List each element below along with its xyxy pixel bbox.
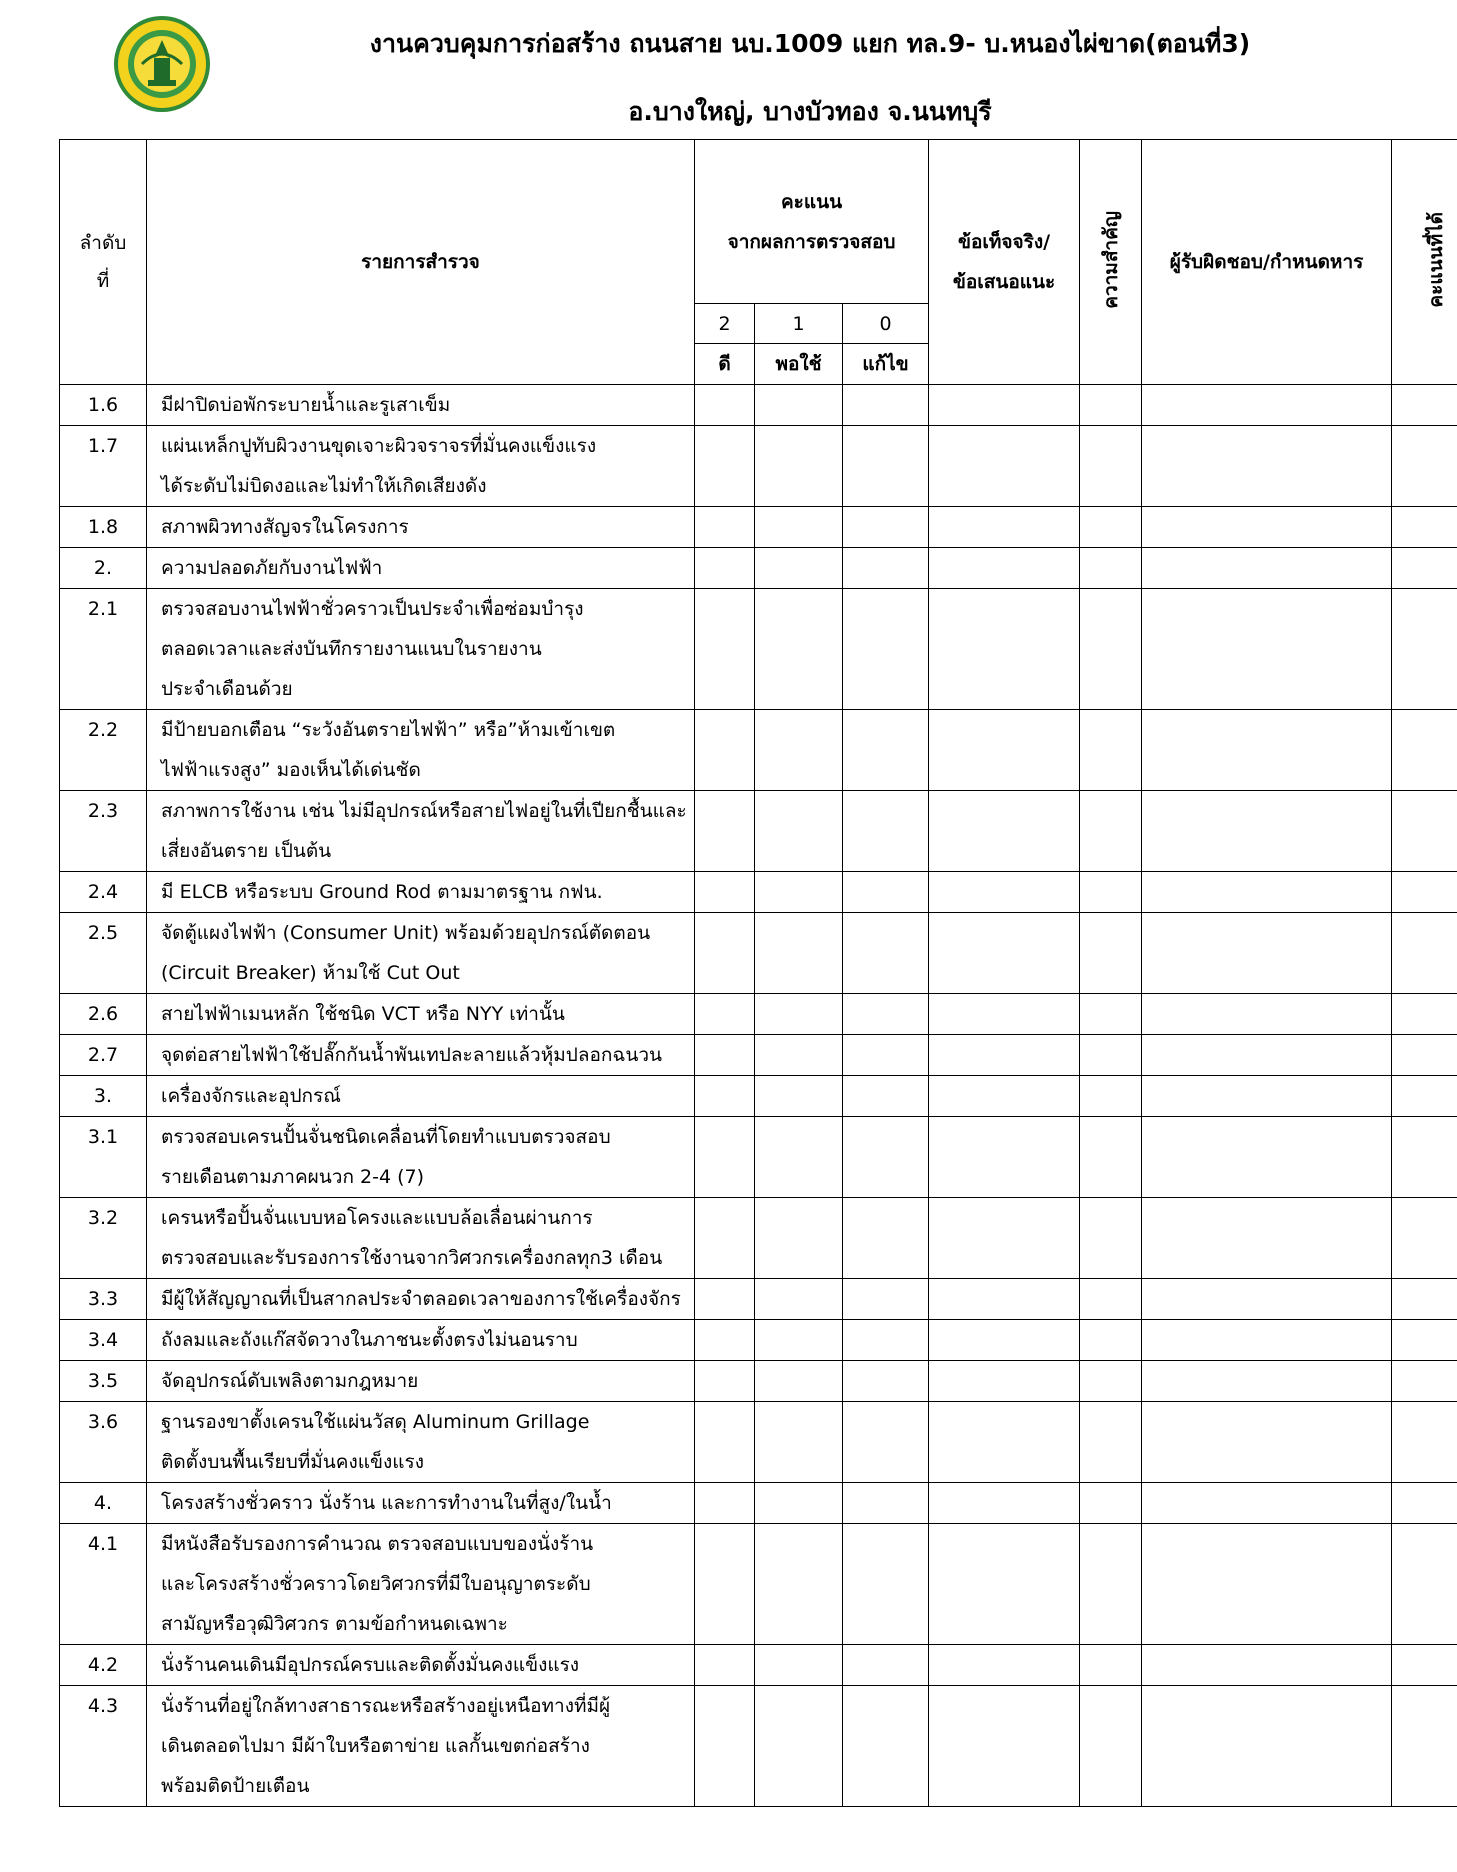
score-good-cell[interactable]	[695, 994, 755, 1035]
row-number: 1.6	[60, 385, 147, 426]
row-number: 3.1	[60, 1117, 147, 1198]
row-number: 2.6	[60, 994, 147, 1035]
importance-cell[interactable]	[1080, 1035, 1142, 1076]
row-item	[147, 548, 695, 589]
row-number: 4.2	[60, 1645, 147, 1686]
row-item	[147, 710, 695, 791]
score-label-good: ดี	[695, 344, 755, 385]
table-row	[60, 426, 1457, 507]
facts-cell[interactable]	[929, 385, 1080, 426]
row-item-line: นั่งร้านที่อยู่ใกล้ทางสาธารณะหรือสร้างอยู่เหนือทางที่มีผู้	[161, 1695, 611, 1717]
row-item-line: แผ่นเหล็กปูทับผิวงานขุดเจาะผิวจราจรที่มั่นคงแข็งแรง	[161, 435, 597, 457]
score-fix-cell[interactable]	[843, 1076, 929, 1117]
row-number: 2.2	[60, 710, 147, 791]
score-good-cell[interactable]	[695, 791, 755, 872]
importance-cell[interactable]	[1080, 1361, 1142, 1402]
row-number: 1.8	[60, 507, 147, 548]
survey-table	[59, 139, 1457, 1807]
facts-cell[interactable]	[929, 872, 1080, 913]
row-item-line: มีฝาปิดบ่อพักระบายน้ำและรูเสาเข็ม	[161, 394, 451, 416]
row-item-line: ตรวจสอบเครนปั้นจั่นชนิดเคลื่อนที่โดยทำแบบตรวจสอบ	[161, 1126, 611, 1148]
header-item: รายการสำรวจ	[147, 140, 695, 385]
table-row	[60, 1686, 1457, 1807]
score-label-fair: พอใช้	[755, 344, 843, 385]
score-fair-cell[interactable]	[755, 710, 843, 791]
responsible-cell[interactable]	[1142, 1117, 1392, 1198]
row-item-line: มีผู้ให้สัญญาณที่เป็นสากลประจำตลอดเวลาของการใช้เครื่องจักร	[161, 1288, 681, 1310]
score-fix-cell[interactable]	[843, 1686, 929, 1807]
facts-cell[interactable]	[929, 1483, 1080, 1524]
importance-cell[interactable]	[1080, 548, 1142, 589]
facts-cell[interactable]	[929, 710, 1080, 791]
score-fair-cell[interactable]	[755, 913, 843, 994]
score-obtained-cell[interactable]	[1392, 1076, 1457, 1117]
table-row	[60, 589, 1457, 710]
facts-cell[interactable]	[929, 548, 1080, 589]
facts-cell[interactable]	[929, 1524, 1080, 1645]
header-facts	[929, 140, 1080, 385]
table-row	[60, 1483, 1457, 1524]
row-number: 2.5	[60, 913, 147, 994]
table-row	[60, 1524, 1457, 1645]
facts-cell[interactable]	[929, 994, 1080, 1035]
row-number: 2.4	[60, 872, 147, 913]
row-item-line: จุดต่อสายไฟฟ้าใช้ปลั๊กกันน้ำพันเทปละลายแล้วหุ้มปลอกฉนวน	[161, 1044, 662, 1066]
score-obtained-cell[interactable]	[1392, 710, 1457, 791]
score-fair-cell[interactable]	[755, 589, 843, 710]
facts-cell[interactable]	[929, 1361, 1080, 1402]
score-fair-cell[interactable]	[755, 1686, 843, 1807]
row-number: 3.3	[60, 1279, 147, 1320]
importance-cell[interactable]	[1080, 1076, 1142, 1117]
row-item-line: และโครงสร้างชั่วคราวโดยวิศวกรที่มีใบอนุญาตระดับ	[161, 1573, 591, 1595]
row-item-line: จัดตู้แผงไฟฟ้า (Consumer Unit) พร้อมด้วยอุปกรณ์ตัดตอน	[161, 922, 651, 944]
survey-table-body	[60, 385, 1457, 1807]
score-label-fix: แก้ไข	[843, 344, 929, 385]
row-item	[147, 1198, 695, 1279]
score-good-cell[interactable]	[695, 1117, 755, 1198]
row-item-line: ฐานรองขาตั้งเครนใช้แผ่นวัสดุ Aluminum Grillage	[161, 1411, 590, 1433]
row-item	[147, 872, 695, 913]
score-good-cell[interactable]	[695, 426, 755, 507]
score-good-cell[interactable]	[695, 385, 755, 426]
importance-cell[interactable]	[1080, 791, 1142, 872]
score-good-cell[interactable]	[695, 589, 755, 710]
header-score	[695, 140, 929, 304]
row-item	[147, 1361, 695, 1402]
score-good-cell[interactable]	[695, 710, 755, 791]
responsible-cell[interactable]	[1142, 589, 1392, 710]
score-value-fair: 1	[755, 304, 843, 344]
responsible-cell[interactable]	[1142, 1402, 1392, 1483]
responsible-cell[interactable]	[1142, 994, 1392, 1035]
score-fair-cell[interactable]	[755, 507, 843, 548]
table-row	[60, 791, 1457, 872]
table-row	[60, 507, 1457, 548]
header-responsible: ผู้รับผิดชอบ/กำหนดหาร	[1142, 140, 1392, 385]
row-item	[147, 507, 695, 548]
score-fix-cell[interactable]	[843, 1483, 929, 1524]
header-importance	[1080, 140, 1142, 385]
score-fix-cell[interactable]	[843, 385, 929, 426]
score-fair-cell[interactable]	[755, 426, 843, 507]
row-item-line: ติดตั้งบนพื้นเรียบที่มั่นคงแข็งแรง	[161, 1451, 425, 1473]
score-good-cell[interactable]	[695, 1279, 755, 1320]
score-obtained-cell[interactable]	[1392, 1035, 1457, 1076]
row-item-line: โครงสร้างชั่วคราว นั่งร้าน และการทำงานในที่สูง/ในน้ำ	[161, 1492, 612, 1514]
facts-cell[interactable]	[929, 1117, 1080, 1198]
score-good-cell[interactable]	[695, 548, 755, 589]
table-row	[60, 1035, 1457, 1076]
responsible-cell[interactable]	[1142, 426, 1392, 507]
score-obtained-cell[interactable]	[1392, 548, 1457, 589]
row-item-line: ไฟฟ้าแรงสูง” มองเห็นได้เด่นชัด	[161, 759, 421, 781]
score-fix-cell[interactable]	[843, 1320, 929, 1361]
row-number: 2.3	[60, 791, 147, 872]
row-item-line: มี ELCB หรือระบบ Ground Rod ตามมาตรฐาน กฟน.	[161, 881, 603, 903]
importance-cell[interactable]	[1080, 872, 1142, 913]
header-score-obtained-label: คะแนนที่ได้	[1424, 211, 1447, 308]
score-fair-cell[interactable]	[755, 385, 843, 426]
score-fair-cell[interactable]	[755, 1645, 843, 1686]
responsible-cell[interactable]	[1142, 1524, 1392, 1645]
responsible-cell[interactable]	[1142, 1279, 1392, 1320]
score-obtained-cell[interactable]	[1392, 426, 1457, 507]
row-item-line: มีป้ายบอกเตือน “ระวังอันตรายไฟฟ้า” หรือ”ห้ามเข้าเขต	[161, 719, 616, 741]
importance-cell[interactable]	[1080, 1686, 1142, 1807]
responsible-cell[interactable]	[1142, 1198, 1392, 1279]
score-value-good: 2	[695, 304, 755, 344]
score-good-cell[interactable]	[695, 1320, 755, 1361]
row-item	[147, 1645, 695, 1686]
score-fix-cell[interactable]	[843, 1198, 929, 1279]
facts-cell[interactable]	[929, 1320, 1080, 1361]
row-item-line: (Circuit Breaker) ห้ามใช้ Cut Out	[161, 962, 460, 984]
score-good-cell[interactable]	[695, 913, 755, 994]
score-good-cell[interactable]	[695, 1483, 755, 1524]
row-item	[147, 1279, 695, 1320]
department-logo-icon	[112, 14, 212, 114]
score-good-cell[interactable]	[695, 1645, 755, 1686]
header-importance-label: ความสำคัญ	[1099, 210, 1122, 309]
score-good-cell[interactable]	[695, 1076, 755, 1117]
row-item	[147, 1320, 695, 1361]
facts-cell[interactable]	[929, 1035, 1080, 1076]
header-score-line2: จากผลการตรวจสอบ	[727, 230, 896, 253]
score-obtained-cell[interactable]	[1392, 1279, 1457, 1320]
score-fix-cell[interactable]	[843, 1035, 929, 1076]
score-fair-cell[interactable]	[755, 872, 843, 913]
table-row	[60, 994, 1457, 1035]
row-item-line: เครื่องจักรและอุปกรณ์	[161, 1085, 341, 1107]
row-item-line: นั่งร้านคนเดินมีอุปกรณ์ครบและติดตั้งมั่นคงแข็งแรง	[161, 1654, 580, 1676]
score-good-cell[interactable]	[695, 1524, 755, 1645]
row-item	[147, 1117, 695, 1198]
score-obtained-cell[interactable]	[1392, 385, 1457, 426]
score-fix-cell[interactable]	[843, 1361, 929, 1402]
score-obtained-cell[interactable]	[1392, 1645, 1457, 1686]
row-number: 2.1	[60, 589, 147, 710]
importance-cell[interactable]	[1080, 994, 1142, 1035]
responsible-cell[interactable]	[1142, 385, 1392, 426]
row-item-line: ตรวจสอบและรับรองการใช้งานจากวิศวกรเครื่องกลทุก3 เดือน	[161, 1247, 663, 1269]
row-number: 2.	[60, 548, 147, 589]
score-fix-cell[interactable]	[843, 710, 929, 791]
table-row	[60, 710, 1457, 791]
importance-cell[interactable]	[1080, 1198, 1142, 1279]
document-title: งานควบคุมการก่อสร้าง ถนนสาย นบ.1009 แยก ทล.9- บ.หนองไผ่ขาด(ตอนที่3)	[369, 29, 1251, 58]
table-row	[60, 1279, 1457, 1320]
importance-cell[interactable]	[1080, 1524, 1142, 1645]
table-row	[60, 1320, 1457, 1361]
row-item-line: เสี่ยงอันตราย เป็นต้น	[161, 840, 332, 862]
score-fix-cell[interactable]	[843, 548, 929, 589]
table-row	[60, 913, 1457, 994]
responsible-cell[interactable]	[1142, 913, 1392, 994]
score-fix-cell[interactable]	[843, 507, 929, 548]
row-number: 2.7	[60, 1035, 147, 1076]
row-item	[147, 1035, 695, 1076]
header-no-label: ลำดับ ที่	[79, 232, 127, 292]
row-item-line: ถังลมและถังแก๊สจัดวางในภาชนะตั้งตรงไม่นอนราบ	[161, 1329, 578, 1351]
score-fix-cell[interactable]	[843, 1279, 929, 1320]
row-number: 4.3	[60, 1686, 147, 1807]
importance-cell[interactable]	[1080, 1279, 1142, 1320]
score-obtained-cell[interactable]	[1392, 1686, 1457, 1807]
score-fair-cell[interactable]	[755, 994, 843, 1035]
importance-cell[interactable]	[1080, 1483, 1142, 1524]
row-item-line: ตรวจสอบงานไฟฟ้าชั่วคราวเป็นประจำเพื่อซ่อมบำรุง	[161, 598, 584, 620]
document-header	[0, 0, 1457, 140]
score-fix-cell[interactable]	[843, 589, 929, 710]
score-fix-cell[interactable]	[843, 791, 929, 872]
header-score-obtained	[1392, 140, 1457, 385]
score-obtained-cell[interactable]	[1392, 872, 1457, 913]
importance-cell[interactable]	[1080, 710, 1142, 791]
table-row	[60, 1076, 1457, 1117]
row-item	[147, 994, 695, 1035]
header-score-line1: คะแนน	[780, 190, 843, 213]
score-fair-cell[interactable]	[755, 1524, 843, 1645]
responsible-cell[interactable]	[1142, 872, 1392, 913]
importance-cell[interactable]	[1080, 1402, 1142, 1483]
score-fair-cell[interactable]	[755, 1076, 843, 1117]
row-item	[147, 426, 695, 507]
facts-cell[interactable]	[929, 1279, 1080, 1320]
row-item	[147, 1076, 695, 1117]
table-row	[60, 548, 1457, 589]
score-good-cell[interactable]	[695, 1686, 755, 1807]
facts-cell[interactable]	[929, 589, 1080, 710]
header-facts-line2: ข้อเสนอแนะ	[952, 271, 1056, 293]
importance-cell[interactable]	[1080, 426, 1142, 507]
score-fair-cell[interactable]	[755, 791, 843, 872]
row-item-line: สภาพการใช้งาน เช่น ไม่มีอุปกรณ์หรือสายไฟอยู่ในที่เปียกชื้นและ	[161, 800, 687, 822]
importance-cell[interactable]	[1080, 385, 1142, 426]
score-fair-cell[interactable]	[755, 1279, 843, 1320]
row-item	[147, 385, 695, 426]
responsible-cell[interactable]	[1142, 1483, 1392, 1524]
table-row	[60, 385, 1457, 426]
row-number: 3.	[60, 1076, 147, 1117]
responsible-cell[interactable]	[1142, 548, 1392, 589]
score-obtained-cell[interactable]	[1392, 589, 1457, 710]
row-item-line: ประจำเดือนด้วย	[161, 678, 293, 700]
score-obtained-cell[interactable]	[1392, 994, 1457, 1035]
score-obtained-cell[interactable]	[1392, 1117, 1457, 1198]
responsible-cell[interactable]	[1142, 507, 1392, 548]
row-number: 4.	[60, 1483, 147, 1524]
facts-cell[interactable]	[929, 426, 1080, 507]
score-fair-cell[interactable]	[755, 1117, 843, 1198]
importance-cell[interactable]	[1080, 507, 1142, 548]
row-item-line: สามัญหรือวุฒิวิศวกร ตามข้อกำหนดเฉพาะ	[161, 1613, 508, 1635]
table-row	[60, 1402, 1457, 1483]
responsible-cell[interactable]	[1142, 1320, 1392, 1361]
row-item-line: ได้ระดับไม่บิดงอและไม่ทำให้เกิดเสียงดัง	[161, 475, 487, 497]
responsible-cell[interactable]	[1142, 710, 1392, 791]
row-number: 3.4	[60, 1320, 147, 1361]
row-number: 4.1	[60, 1524, 147, 1645]
score-obtained-cell[interactable]	[1392, 1198, 1457, 1279]
row-number: 1.7	[60, 426, 147, 507]
row-item	[147, 791, 695, 872]
table-row	[60, 872, 1457, 913]
row-item-line: สายไฟฟ้าเมนหลัก ใช้ชนิด VCT หรือ NYY เท่านั้น	[161, 1003, 565, 1025]
score-good-cell[interactable]	[695, 1198, 755, 1279]
score-fair-cell[interactable]	[755, 1035, 843, 1076]
responsible-cell[interactable]	[1142, 1361, 1392, 1402]
score-obtained-cell[interactable]	[1392, 1320, 1457, 1361]
importance-cell[interactable]	[1080, 1320, 1142, 1361]
row-number: 3.6	[60, 1402, 147, 1483]
score-fix-cell[interactable]	[843, 913, 929, 994]
score-good-cell[interactable]	[695, 1035, 755, 1076]
score-obtained-cell[interactable]	[1392, 1483, 1457, 1524]
table-row	[60, 1645, 1457, 1686]
facts-cell[interactable]	[929, 913, 1080, 994]
row-item-line: ตลอดเวลาและส่งบันทึกรายงานแนบในรายงาน	[161, 638, 542, 660]
responsible-cell[interactable]	[1142, 791, 1392, 872]
facts-cell[interactable]	[929, 1402, 1080, 1483]
score-obtained-cell[interactable]	[1392, 1361, 1457, 1402]
responsible-cell[interactable]	[1142, 1686, 1392, 1807]
score-obtained-cell[interactable]	[1392, 791, 1457, 872]
row-item	[147, 913, 695, 994]
score-fix-cell[interactable]	[843, 1645, 929, 1686]
table-row	[60, 1361, 1457, 1402]
score-good-cell[interactable]	[695, 872, 755, 913]
facts-cell[interactable]	[929, 1686, 1080, 1807]
facts-cell[interactable]	[929, 1076, 1080, 1117]
score-value-fix: 0	[843, 304, 929, 344]
score-good-cell[interactable]	[695, 1361, 755, 1402]
header-no	[60, 140, 147, 385]
importance-cell[interactable]	[1080, 589, 1142, 710]
header-facts-line1: ข้อเท็จจริง/	[957, 231, 1051, 253]
row-item	[147, 589, 695, 710]
score-fix-cell[interactable]	[843, 994, 929, 1035]
table-row	[60, 1198, 1457, 1279]
score-fair-cell[interactable]	[755, 1198, 843, 1279]
row-item-line: พร้อมติดป้ายเตือน	[161, 1775, 310, 1797]
score-fair-cell[interactable]	[755, 1361, 843, 1402]
facts-cell[interactable]	[929, 507, 1080, 548]
row-item-line: มีหนังสือรับรองการคำนวณ ตรวจสอบแบบของนั่งร้าน	[161, 1533, 594, 1555]
responsible-cell[interactable]	[1142, 1645, 1392, 1686]
score-obtained-cell[interactable]	[1392, 1402, 1457, 1483]
row-number: 3.5	[60, 1361, 147, 1402]
score-obtained-cell[interactable]	[1392, 507, 1457, 548]
score-fix-cell[interactable]	[843, 1117, 929, 1198]
responsible-cell[interactable]	[1142, 1076, 1392, 1117]
score-fix-cell[interactable]	[843, 1524, 929, 1645]
row-item-line: เดินตลอดไปมา มีผ้าใบหรือตาข่าย แลกั้นเขตก่อสร้าง	[161, 1735, 590, 1757]
importance-cell[interactable]	[1080, 913, 1142, 994]
score-fair-cell[interactable]	[755, 1320, 843, 1361]
row-item-line: ความปลอดภัยกับงานไฟฟ้า	[161, 557, 383, 579]
facts-cell[interactable]	[929, 791, 1080, 872]
score-fair-cell[interactable]	[755, 548, 843, 589]
responsible-cell[interactable]	[1142, 1035, 1392, 1076]
row-item	[147, 1483, 695, 1524]
document-subtitle: อ.บางใหญ่, บางบัวทอง จ.นนทบุรี	[628, 97, 992, 126]
row-item	[147, 1686, 695, 1807]
score-fix-cell[interactable]	[843, 1402, 929, 1483]
row-item	[147, 1402, 695, 1483]
importance-cell[interactable]	[1080, 1117, 1142, 1198]
score-obtained-cell[interactable]	[1392, 913, 1457, 994]
facts-cell[interactable]	[929, 1645, 1080, 1686]
table-row	[60, 1117, 1457, 1198]
facts-cell[interactable]	[929, 1198, 1080, 1279]
row-item-line: จัดอุปกรณ์ดับเพลิงตามกฎหมาย	[161, 1370, 419, 1392]
score-fix-cell[interactable]	[843, 426, 929, 507]
row-number: 3.2	[60, 1198, 147, 1279]
score-fix-cell[interactable]	[843, 872, 929, 913]
score-good-cell[interactable]	[695, 507, 755, 548]
row-item-line: สภาพผิวทางสัญจรในโครงการ	[161, 516, 409, 538]
score-good-cell[interactable]	[695, 1402, 755, 1483]
score-fair-cell[interactable]	[755, 1483, 843, 1524]
row-item-line: รายเดือนตามภาคผนวก 2-4 (7)	[161, 1166, 424, 1188]
score-fair-cell[interactable]	[755, 1402, 843, 1483]
importance-cell[interactable]	[1080, 1645, 1142, 1686]
row-item-line: เครนหรือปั้นจั่นแบบหอโครงและแบบล้อเลื่อนผ่านการ	[161, 1207, 593, 1229]
row-item	[147, 1524, 695, 1645]
score-obtained-cell[interactable]	[1392, 1524, 1457, 1645]
